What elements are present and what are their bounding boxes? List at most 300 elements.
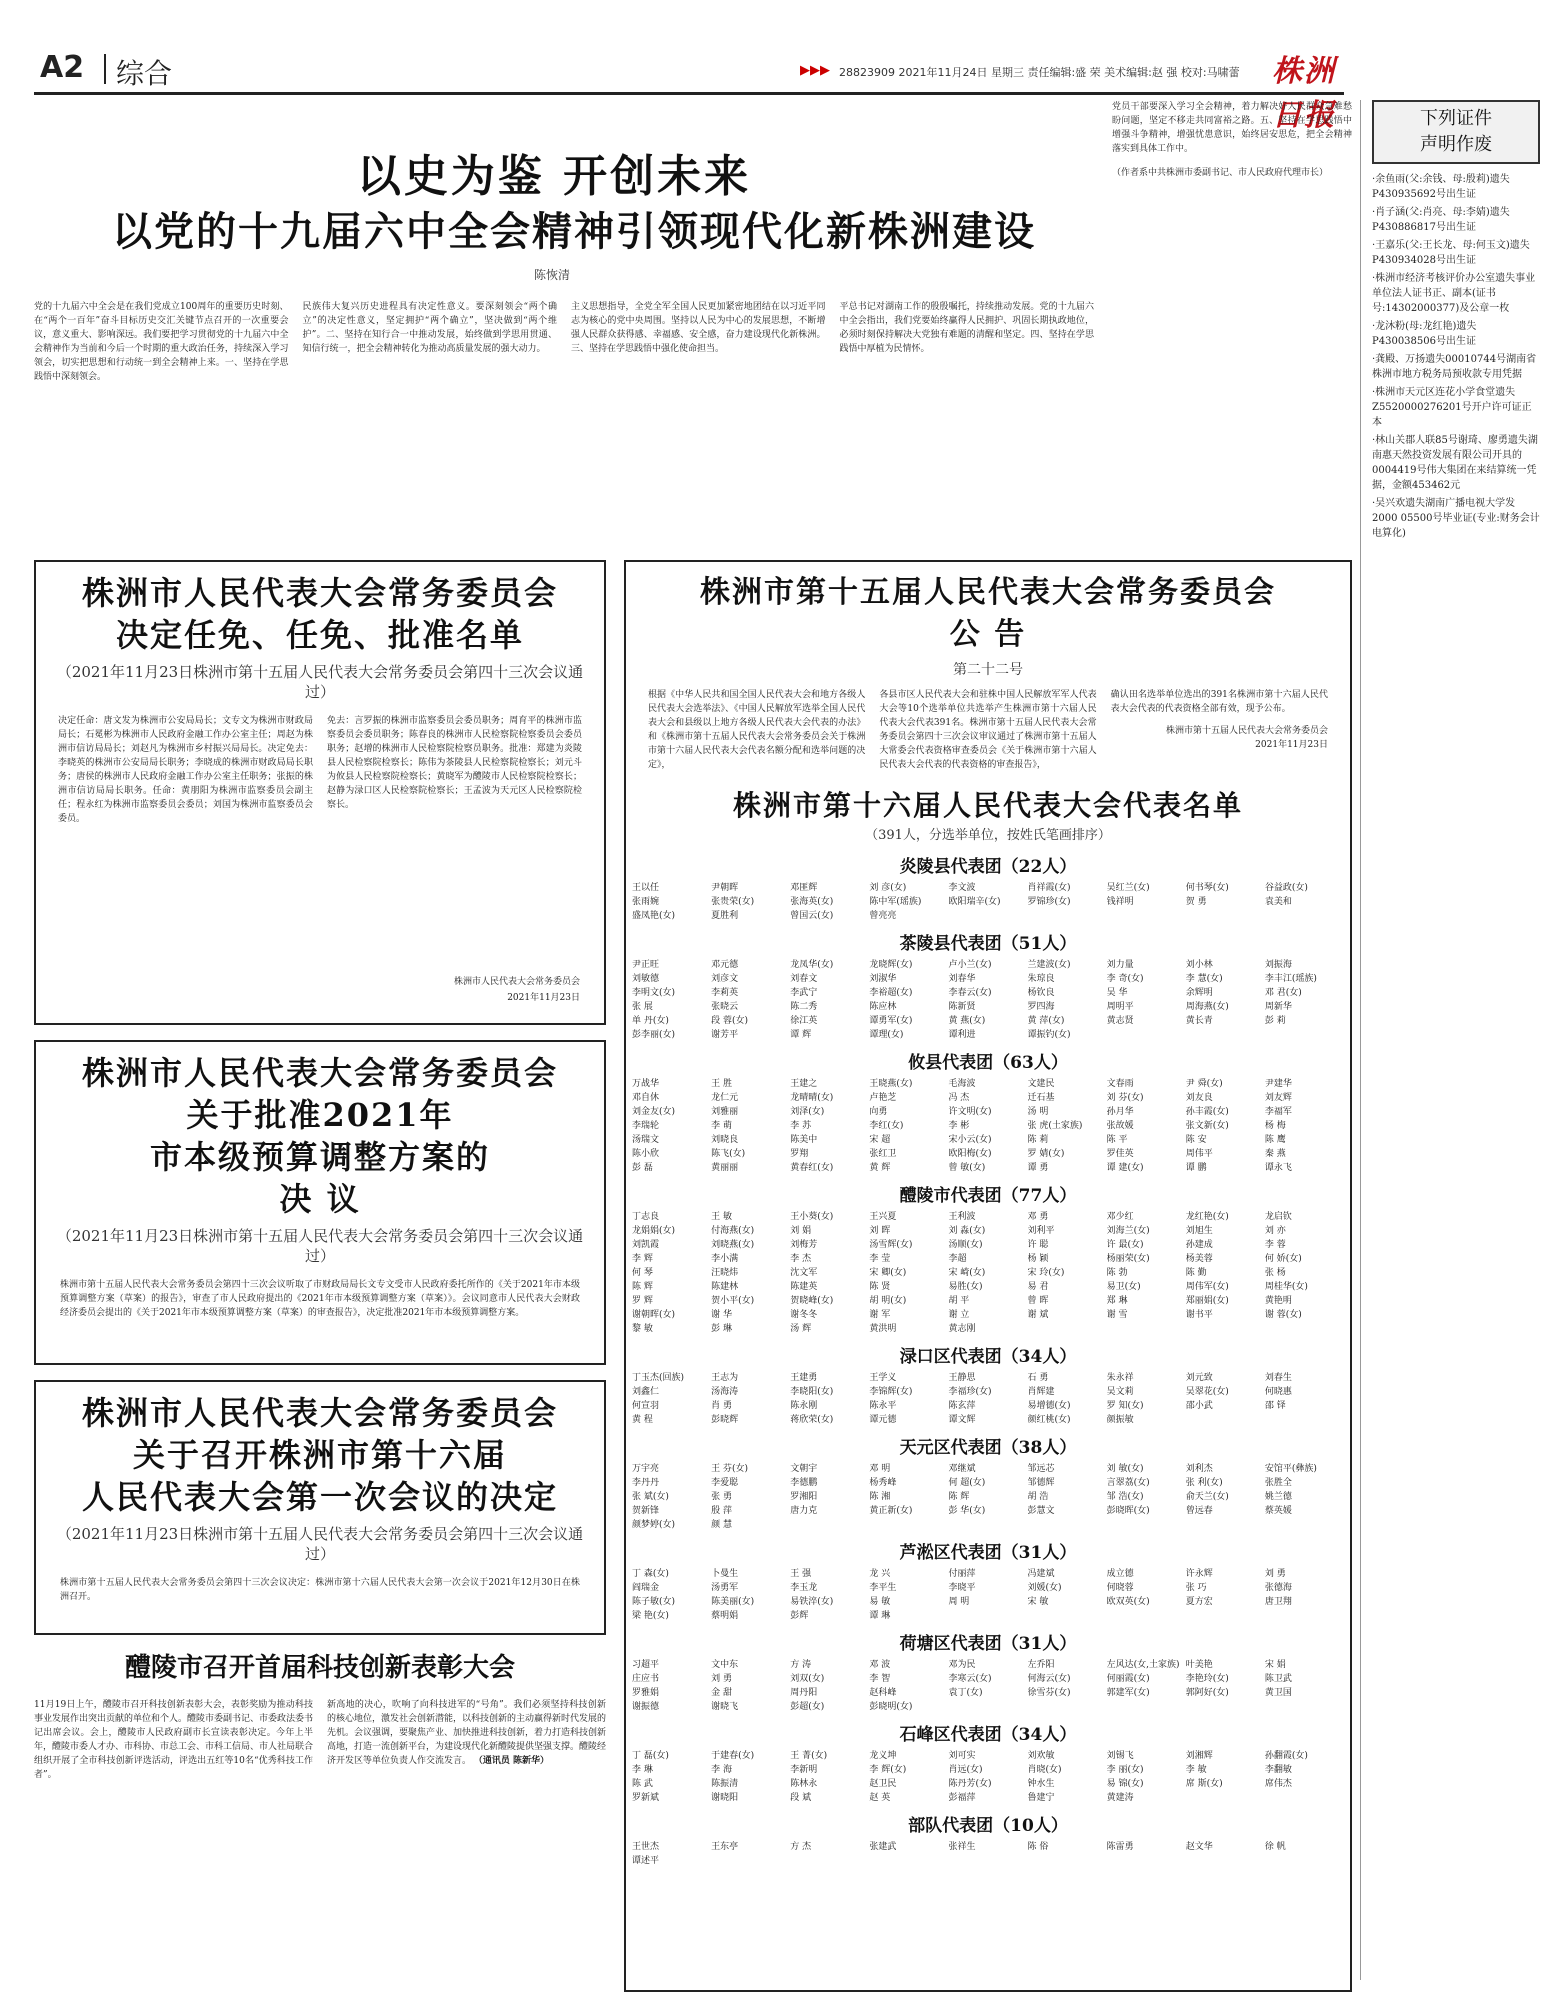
- roster-member: 文中东: [711, 1660, 739, 1670]
- news-text-col1: 11月19日上午，醴陵市召开科技创新表彰大会，表彰奖励为推动科技事业发展作出突出贡献的单位和个人。醴陵市委副书记、市委政法委书记出席会议。会上，醴陵市人民政府副市长宣读表彰决定。今年上半年，醴陵市委人才办、市科协、市总工会、市科工信局、市人社局联合组织开展了全市科技创新评选活动，评选出五红等10名“优秀科技工作者”。: [34, 1700, 314, 1780]
- roster-member: 向勇: [869, 1107, 888, 1117]
- roster-member: 易 君: [1027, 1282, 1049, 1292]
- roster-member: 贺新锋: [632, 1506, 660, 1516]
- roster-member: 鲁建宁: [1027, 1793, 1055, 1803]
- roster-member: 彭晓辉: [711, 1415, 739, 1425]
- roster-member: 曾亮亮: [869, 911, 897, 921]
- roster-member: 王世杰: [632, 1842, 660, 1852]
- roster-member: 刘可实: [948, 1751, 976, 1761]
- roster-member: 徐 帆: [1264, 1842, 1286, 1852]
- roster-member: 王学义: [869, 1373, 897, 1383]
- roster-member: 尹朝晖: [711, 883, 739, 893]
- roster-member: 赵 英: [869, 1793, 891, 1803]
- roster-member: 邓 君(女): [1264, 988, 1302, 998]
- roster-member: 彭 华(女): [948, 1506, 986, 1516]
- roster-member: 宋 娟: [1264, 1660, 1286, 1670]
- roster-member: 陈中军(瑶族): [869, 897, 922, 907]
- roster-member: 王 芬(女): [711, 1464, 748, 1474]
- feature-body: [34, 300, 1094, 384]
- roster-member: 陈 武: [632, 1779, 653, 1789]
- roster-member: 丁志良: [632, 1212, 660, 1222]
- roster-member: 胡 明(女): [869, 1296, 907, 1306]
- roster-member: 李武宁: [790, 988, 818, 998]
- roster-member: 王静思: [948, 1373, 976, 1383]
- roster-member: 蒋欣荣(女): [790, 1415, 834, 1425]
- news-text-col2: [327, 1698, 606, 1782]
- roster-member: 李莉英: [711, 988, 739, 998]
- session-decision: [34, 1380, 606, 1635]
- roster-member: 刘媛(女): [1027, 1583, 1062, 1593]
- roster-member: 李福军: [1264, 1107, 1292, 1117]
- roster-member: 王 敏: [711, 1212, 732, 1222]
- roster-member: 张 斌(女): [632, 1492, 669, 1502]
- roster-group-heading: 攸县代表团（63人）: [908, 1053, 1068, 1073]
- roster-member: 何 娇(女): [1264, 1254, 1302, 1264]
- roster-member: 邓 明: [869, 1464, 891, 1474]
- roster-member: 李文波: [948, 883, 976, 893]
- roster-member: 易卫(女): [1106, 1282, 1141, 1292]
- roster-member: 邵小武: [1185, 1401, 1213, 1411]
- roster-member: 谢晓阳: [711, 1793, 739, 1803]
- roster-member: 黄洪明: [869, 1324, 897, 1334]
- roster-member: 罗雅娟: [632, 1688, 660, 1698]
- roster-member: 李爱聪: [711, 1478, 739, 1488]
- roster-member: 谭利进: [948, 1030, 976, 1040]
- roster-member: 王建勇: [790, 1373, 818, 1383]
- roster-member: 黄 程: [632, 1415, 653, 1425]
- roster-member: 黄志贤: [1106, 1016, 1134, 1026]
- roster-member: 王 菁(女): [790, 1751, 828, 1761]
- sidebar-item: ·余鱼雨(父:余钱、母:殷莉)遗失P430935692号出生证: [1372, 174, 1510, 200]
- appointment-title-1: 株洲市人民代表大会常务委员会: [81, 574, 558, 612]
- announcement-title: 株洲市第十五届人民代表大会常务委员会: [700, 575, 1276, 610]
- appointment-date: 2021年11月23日: [507, 993, 580, 1003]
- announcement-text-col3-body: 确认田名选举单位选出的391名株洲市第十六届人民代表大会代表的代表资格全部有效，现予公布。: [1110, 690, 1328, 714]
- roster-member: 谢冬冬: [790, 1310, 818, 1320]
- roster-member: 陈 鹰: [1264, 1135, 1286, 1145]
- roster-member: 陈 辉: [632, 1282, 653, 1292]
- roster-member: 李 智: [869, 1674, 891, 1684]
- roster-member: 赵卫民: [869, 1779, 897, 1789]
- roster-member: 邓为民: [948, 1660, 976, 1670]
- roster-member: 何 琴: [632, 1268, 653, 1278]
- section-label: 综合: [116, 57, 173, 90]
- roster-member: 罗四海: [1027, 1002, 1055, 1012]
- roster-member: 罗湘阳: [790, 1492, 818, 1502]
- roster-member: 罗翔: [790, 1149, 809, 1159]
- roster-member: 赵文华: [1185, 1842, 1213, 1852]
- roster-member: 刘雅丽: [711, 1107, 739, 1117]
- roster-member: 谭振钓(女): [1027, 1030, 1071, 1040]
- roster-member: 张 勇: [711, 1492, 732, 1502]
- roster-member: 刘海兰(女): [1106, 1226, 1150, 1236]
- roster-member: 陈 安: [1185, 1135, 1207, 1145]
- roster-member: 张文新(女): [1185, 1121, 1229, 1131]
- roster-member: 张故媛: [1106, 1121, 1134, 1131]
- roster-member: 郑丽娟(女): [1185, 1296, 1229, 1306]
- roster-member: 周新华: [1264, 1002, 1292, 1012]
- roster-member: 安馆平(彝族): [1264, 1464, 1317, 1474]
- roster-member: 谢振德: [632, 1702, 660, 1712]
- roster-member: 刘小林: [1185, 960, 1213, 970]
- roster-member: 李翻敏: [1264, 1765, 1292, 1775]
- roster-member: 张 利(女): [1185, 1478, 1223, 1488]
- roster-member: 段 蓉(女): [711, 1016, 748, 1026]
- roster-member: 陈永刚: [790, 1401, 818, 1411]
- roster-member: 卢小兰(女): [948, 960, 992, 970]
- roster-member: 龙凤华(女): [790, 960, 834, 970]
- roster-member: 邓 波: [869, 1660, 891, 1670]
- roster-member: 谭 琳: [869, 1611, 891, 1621]
- roster-member: 李 慧(女): [1185, 974, 1223, 984]
- roster-member: 毛海波: [948, 1079, 976, 1089]
- roster-member: 张胜全: [1264, 1478, 1292, 1488]
- roster-groups: [626, 852, 1350, 1868]
- roster-member: 陈应林: [869, 1002, 897, 1012]
- roster-member: 陈 辉: [948, 1492, 970, 1502]
- roster-member: 殷 萍: [711, 1506, 732, 1516]
- roster-member: 陈 俗: [1027, 1842, 1049, 1852]
- roster-member: 李 敏: [1185, 1765, 1207, 1775]
- roster-member: 兰建波(女): [1027, 960, 1071, 970]
- roster-member: 王晓燕(女): [869, 1079, 913, 1089]
- roster-subtitle: （391人，分选举单位，按姓氏笔画排序）: [865, 828, 1111, 843]
- roster-member: 张雨婉: [632, 897, 660, 907]
- roster-group-heading: 醴陵市代表团（77人）: [899, 1186, 1077, 1206]
- appointment-sign: 株洲市人民代表大会常务委员会: [453, 977, 580, 987]
- roster-member: 易铁淬(女): [790, 1597, 834, 1607]
- roster-member: 阎瑞金: [632, 1583, 660, 1593]
- roster-member: 陈飞(女): [711, 1149, 746, 1159]
- roster-member: 刘元致: [1185, 1373, 1213, 1383]
- roster-group-members: [626, 881, 1350, 923]
- roster-member: 谢 蓉(女): [1264, 1310, 1302, 1320]
- roster-member: 朱琼良: [1027, 974, 1055, 984]
- roster-member: 曾远春: [1185, 1506, 1213, 1516]
- roster-member: 宋 敏: [1027, 1597, 1049, 1607]
- roster-member: 王利波: [948, 1212, 976, 1222]
- roster-member: 刘力量: [1106, 960, 1134, 970]
- roster-member: 谢 军: [869, 1310, 891, 1320]
- roster-member: 张德海: [1264, 1583, 1292, 1593]
- roster-member: 罗 辉: [632, 1296, 653, 1306]
- roster-member: 谭元德: [869, 1415, 897, 1425]
- roster-member: 李新明: [790, 1765, 818, 1775]
- roster-group-members: [626, 1077, 1350, 1175]
- roster-member: 许永辉: [1185, 1569, 1213, 1579]
- sidebar-divider: [1360, 100, 1361, 1980]
- roster-member: 彭 磊: [632, 1163, 653, 1173]
- roster-member: 孙建成: [1185, 1240, 1213, 1250]
- roster-member: 彭晓明(女): [869, 1702, 913, 1712]
- roster-member: 陈子敏(女): [632, 1597, 676, 1607]
- roster-member: 何书琴(女): [1185, 883, 1229, 893]
- roster-member: 李德鹏: [790, 1478, 818, 1488]
- roster-member: 梁 艳(女): [632, 1611, 669, 1621]
- roster-member: 汤 明: [1027, 1107, 1049, 1117]
- roster-member: 刘凯霞: [632, 1240, 660, 1250]
- roster-member: 李 丽(女): [1106, 1765, 1144, 1775]
- roster-member: 沈文军: [790, 1268, 818, 1278]
- roster-member: 谭 勇: [1027, 1163, 1049, 1173]
- roster-member: 方 杰: [790, 1842, 812, 1852]
- roster-member: 张贵荣(女): [711, 897, 755, 907]
- roster-member: 陈建林: [711, 1282, 739, 1292]
- feature-text-col3: 主义思想指导，全党全军全国人民更加紧密地团结在以习近平同志为核心的党中央周围。坚持以人民为中心的发展思想，不断增强人民群众获得感、幸福感、安全感，奋力建设现代化新株洲。三、坚持在学思践悟中强化使命担当。: [571, 302, 826, 354]
- roster-member: 李 辉: [632, 1254, 653, 1264]
- sidebar-item: ·林山关郡人联85号谢琦、廖勇遗失湖南惠天然投资发展有限公司开具的0004419号伟大集团在来结算统一凭据，金额453462元: [1372, 435, 1538, 491]
- budget-title-1: 株洲市人民代表大会常务委员会: [81, 1054, 558, 1092]
- news-title: 醴陵市召开首届科技创新表彰大会: [124, 1653, 515, 1683]
- roster-member: 谷益政(女): [1264, 883, 1308, 893]
- roster-member: 邓元德: [711, 960, 739, 970]
- roster-member: 黄志刚: [948, 1324, 976, 1334]
- roster-member: 周海燕(女): [1185, 1002, 1229, 1012]
- roster-member: 王志为: [711, 1373, 739, 1383]
- roster-member: 邓自休: [632, 1093, 660, 1103]
- roster-member: 王东亭: [711, 1842, 739, 1852]
- roster-member: 杨秀峰: [869, 1478, 897, 1488]
- roster-member: 龙启钦: [1264, 1212, 1292, 1222]
- roster-member: 李 蓉: [1264, 1240, 1286, 1250]
- roster-member: 李春云(女): [948, 988, 992, 998]
- roster-member: 徐雪芬(女): [1027, 1688, 1071, 1698]
- roster-member: 袁丁(女): [948, 1688, 983, 1698]
- appointment-text-left: 决定任命：唐文发为株洲市公安局局长；文专文为株洲市财政局局长；石冕彬为株洲市人民政府金融工作办公室主任；周赵为株洲市信访局局长；刘赵凡为株洲市乡村振兴局局长。决定免去：李晓英的株洲市公安局局长职务；李晓成的株洲市财政局局长职务；唐侯的株洲市人民政府金融工作办公室主任职务；张振的株洲市信访局局长职务。任命：黄朋阳为株洲市监察委员会副主任；程永红为株洲市监察委员会委员；刘国为株洲市监察委员会委员。: [58, 716, 313, 824]
- feature-text-col5: 党员干部要深入学习全会精神，着力解决好人民群众急难愁盼问题，坚定不移走共同富裕之路。五、坚持在学思践悟中增强斗争精神，增强忧患意识，始终居安思危，把全会精神落实到具体工作中。: [1112, 102, 1352, 154]
- roster-member: 陈 勃: [1106, 1268, 1128, 1278]
- roster-member: 周丹阳: [790, 1688, 818, 1698]
- roster-member: 李 莹: [869, 1254, 891, 1264]
- roster-member: 肖 勇: [711, 1401, 732, 1411]
- page-number-divider: [104, 54, 106, 84]
- roster-member: 邓少红: [1106, 1212, 1134, 1222]
- roster-member: 李福珍(女): [948, 1387, 992, 1397]
- roster-title: 株洲市第十六届人民代表大会代表名单: [732, 789, 1243, 822]
- roster-member: 彭超(女): [790, 1702, 825, 1712]
- roster-member: 李超: [948, 1254, 967, 1264]
- roster-member: 庄应书: [632, 1674, 660, 1684]
- roster-member: 黄卫国: [1264, 1688, 1292, 1698]
- roster-member: 何丽霞(女): [1106, 1674, 1150, 1684]
- roster-member: 汤顺(女): [948, 1240, 983, 1250]
- roster-group-heading: 芦淞区代表团（31人）: [899, 1543, 1077, 1563]
- roster-member: 吴文莉: [1106, 1387, 1134, 1397]
- roster-member: 李 辉(女): [869, 1765, 907, 1775]
- roster-group-members: [626, 1210, 1350, 1336]
- roster-member: 李 彬: [948, 1121, 970, 1131]
- roster-group-heading: 炎陵县代表团（22人）: [899, 857, 1077, 877]
- roster-member: 孙丰霞(女): [1185, 1107, 1229, 1117]
- roster-member: 吴红兰(女): [1106, 883, 1150, 893]
- roster-member: 王以任: [632, 883, 660, 893]
- roster-member: 曾国云(女): [790, 911, 834, 921]
- roster-group-heading: 荷塘区代表团（31人）: [899, 1634, 1077, 1654]
- sidebar-title-line1: 下列证件: [1420, 108, 1492, 129]
- roster-member: 刘欢敏: [1027, 1751, 1055, 1761]
- roster-member: 颜振敏: [1106, 1415, 1134, 1425]
- roster-member: 谭述平: [632, 1856, 660, 1866]
- roster-member: 周伟军(女): [1185, 1282, 1229, 1292]
- roster-member: 钟水生: [1027, 1779, 1055, 1789]
- announcement-roster: [624, 560, 1352, 1992]
- roster-member: 张建武: [869, 1842, 897, 1852]
- sidebar-item: ·龙沐粉(母:龙红艳)遗失P430038506号出生证: [1372, 321, 1477, 347]
- roster-member: 李小满: [711, 1254, 739, 1264]
- roster-member: 刘友良: [1185, 1093, 1213, 1103]
- session-title-2: 关于召开株洲市第十六届: [132, 1436, 507, 1474]
- roster-member: 易胜(女): [948, 1282, 983, 1292]
- roster-member: 余辉明: [1185, 988, 1213, 998]
- roster-member: 黄 萍(女): [1027, 1016, 1065, 1026]
- roster-member: 付海燕(女): [711, 1226, 755, 1236]
- session-subtitle: （2021年11月23日株洲市第十五届人民代表大会常务委员会第四十三次会议通过）: [56, 1525, 584, 1563]
- roster-member: 文朝宇: [790, 1464, 818, 1474]
- roster-member: 李 杰: [790, 1254, 812, 1264]
- roster-member: 谭 鹏: [1185, 1163, 1207, 1173]
- feature-col-top-right: [1112, 100, 1352, 460]
- roster-member: 文春雨: [1106, 1079, 1134, 1089]
- feature-article: [34, 100, 1352, 565]
- sidebar-item: ·王嘉乐(父:王长龙、母:何玉文)遗失P430934028号出生证: [1372, 240, 1530, 266]
- roster-member: 夏方宏: [1185, 1597, 1213, 1607]
- roster-member: 李 萌: [711, 1121, 732, 1131]
- announcement-sign: 株洲市第十五届人民代表大会常务委员会: [1165, 726, 1328, 736]
- roster-member: 谢朝晖(女): [632, 1310, 676, 1320]
- roster-member: 谢 华: [711, 1310, 732, 1320]
- roster-member: 石 勇: [1027, 1373, 1049, 1383]
- roster-member: 刘晓良: [711, 1135, 739, 1145]
- roster-member: 袁美和: [1264, 897, 1292, 907]
- feature-title-line2: 以党的十九届六中全会精神引领现代化新株洲建设: [112, 208, 1036, 255]
- roster-member: 杨 颖: [1027, 1254, 1049, 1264]
- roster-member: 李玉龙: [790, 1583, 818, 1593]
- roster-member: 罗佳英: [1106, 1149, 1134, 1159]
- news-source: （通讯员 陈新华）: [473, 1756, 550, 1766]
- roster-member: 陈美丽(女): [711, 1597, 755, 1607]
- roster-member: 言翠荔(女): [1106, 1478, 1150, 1488]
- roster-member: 尹 舜(女): [1185, 1079, 1223, 1089]
- roster-member: 张祥生: [948, 1842, 976, 1852]
- roster-member: 宋小云(女): [948, 1135, 992, 1145]
- feature-byline: （作者系中共株洲市委副书记、市人民政府代理市长）: [1112, 168, 1329, 178]
- roster-member: 朱永祥: [1106, 1373, 1134, 1383]
- roster-member: 宋 超: [869, 1135, 891, 1145]
- roster-member: 黄建涛: [1106, 1793, 1134, 1803]
- announcement-text-col2: 各县市区人民代表大会和驻株中国人民解放军军人代表大会等10个选举单位共选举产生株洲市第十六届人民代表大会代表391名。株洲市第十五届人民代表大会常务委员会第四十三次会议审议通过了株洲市第十五届人大常委会代表资格审查委员会《关于株洲市第十六届人民代表大会代表的代表资格的审查报告》，: [879, 690, 1097, 770]
- masthead-logo: 株洲日报: [1272, 54, 1336, 133]
- roster-group-members: [626, 1658, 1350, 1714]
- roster-member: 刘鑫仁: [632, 1387, 660, 1397]
- roster-member: 刘 亦: [1264, 1226, 1286, 1236]
- roster-member: 陈小欣: [632, 1149, 660, 1159]
- roster-member: 颜梦婷(女): [632, 1520, 676, 1530]
- roster-member: 彭 琳: [711, 1324, 732, 1334]
- roster-member: 盛凤艳(女): [632, 911, 676, 921]
- roster-member: 刘利杰: [1185, 1464, 1213, 1474]
- roster-member: 李瑞轮: [632, 1121, 660, 1131]
- sidebar-title-line2: 声明作废: [1420, 134, 1492, 155]
- roster-member: 龙 兴: [869, 1569, 891, 1579]
- roster-member: 汤雪辉(女): [869, 1240, 913, 1250]
- roster-member: 罗锦珍(女): [1027, 897, 1071, 907]
- roster-member: 许 聪: [1027, 1240, 1049, 1250]
- roster-member: 刘彦文: [711, 974, 739, 984]
- roster-member: 李寒云(女): [948, 1674, 992, 1684]
- roster-member: 蔡英媛: [1264, 1506, 1292, 1516]
- roster-member: 王兴夏: [869, 1212, 897, 1222]
- roster-member: 唐力克: [790, 1506, 818, 1516]
- page-number: A2: [40, 50, 85, 85]
- roster-member: 杨钦良: [1027, 988, 1055, 998]
- roster-group-heading: 部队代表团（10人）: [908, 1816, 1068, 1836]
- roster-member: 曾 晖: [1027, 1296, 1049, 1306]
- roster-member: 黄春红(女): [790, 1163, 834, 1173]
- roster-member: 谭永飞: [1264, 1163, 1292, 1173]
- roster-member: 张 展: [632, 1002, 653, 1012]
- roster-member: 刘春文: [790, 974, 818, 984]
- roster-member: 肖辉建: [1027, 1387, 1055, 1397]
- sidebar-item: ·株洲市经济考核评价办公室遗失事业单位法人证书正、副本(证书号:14302000377)及公章一枚: [1372, 273, 1536, 314]
- roster-member: 刘锡飞: [1106, 1751, 1134, 1761]
- roster-member: 于建春(女): [711, 1751, 755, 1761]
- roster-member: 叶美艳: [1185, 1660, 1213, 1670]
- roster-member: 邓匪辉: [790, 883, 818, 893]
- feature-text-col4: 平总书记对湖南工作的殷殷嘱托，持续推动发展。党的十九届六中全会指出，我们党要始终赢得人民拥护、巩固长期执政地位，必须时刻保持解决大党独有难题的清醒和坚定。四、坚持在学思践悟中厚植为民情怀。: [839, 302, 1094, 354]
- roster-member: 王 强: [790, 1569, 812, 1579]
- roster-member: 何宣羽: [632, 1401, 660, 1411]
- roster-member: 刘春华: [948, 974, 976, 984]
- appointment-text-right: 免去：言罗振的株洲市监察委员会委员职务；周育平的株洲市监察委员会委员职务；陈春良的株洲市人民检察院检察委员会委员职务；赵增的株洲市人民检察院检察员职务。批准：郑建为炎陵县人民检察院检察长；陈伟为茶陵县人民检察院检察长；刘元斗为攸县人民检察院检察长；黄晓军为醴陵市人民检察院检察长；赵静为渌口区人民检察院检察长；王孟波为天元区人民检察院检察长。: [327, 716, 582, 810]
- roster-member: 谢 雪: [1106, 1310, 1128, 1320]
- roster-member: 李 琳: [632, 1765, 653, 1775]
- roster-member: 万宇亮: [632, 1464, 660, 1474]
- roster-member: 罗 知(女): [1106, 1401, 1144, 1411]
- roster-group-heading: 天元区代表团（38人）: [899, 1438, 1077, 1458]
- issue-line: 28823909 2021年11月24日 星期三 责任编辑:盛 荣 美术编辑:赵 强 校对:马啸蕾: [839, 66, 1240, 79]
- roster-group-members: [626, 1840, 1350, 1868]
- roster-member: 谭 建(女): [1106, 1163, 1144, 1173]
- roster-member: 席 斯(女): [1185, 1779, 1223, 1789]
- roster-member: 习超平: [632, 1660, 660, 1670]
- roster-member: 欧阳梅(女): [948, 1149, 992, 1159]
- roster-member: 陈 贤: [869, 1282, 891, 1292]
- roster-member: 龙红艳(女): [1185, 1212, 1229, 1222]
- roster-member: 吴 华: [1106, 988, 1128, 998]
- roster-member: 谭 辉: [790, 1030, 812, 1040]
- roster-member: 周桂华(女): [1264, 1282, 1308, 1292]
- sidebar-notices: [1372, 100, 1540, 1740]
- budget-resolution: [34, 1040, 606, 1365]
- arrow-icon: ▶▶▶: [800, 63, 830, 78]
- sidebar-item: ·株洲市天元区连花小学食堂遗失Z5520000276201号开户许可证正本: [1372, 387, 1532, 428]
- roster-member: 丁 森(女): [632, 1569, 669, 1579]
- roster-member: 夏胜利: [711, 911, 739, 921]
- roster-member: 刘淑华: [869, 974, 897, 984]
- roster-member: 丁 磊(女): [632, 1751, 669, 1761]
- session-title-3: 人民代表大会第一次会议的决定: [81, 1478, 558, 1516]
- roster-member: 唐卫翔: [1264, 1597, 1292, 1607]
- roster-member: 谢书平: [1185, 1310, 1213, 1320]
- roster-member: 谭勇军(女): [869, 1016, 913, 1026]
- roster-member: 陈丹芳(女): [948, 1779, 992, 1789]
- roster-member: 黄丽丽: [711, 1163, 739, 1173]
- roster-member: 汤勇军: [711, 1583, 739, 1593]
- roster-member: 刘旭生: [1185, 1226, 1213, 1236]
- sidebar-heading: [1372, 100, 1540, 164]
- roster-member: 彭福萍: [948, 1793, 976, 1803]
- roster-member: 冯 杰: [948, 1093, 970, 1103]
